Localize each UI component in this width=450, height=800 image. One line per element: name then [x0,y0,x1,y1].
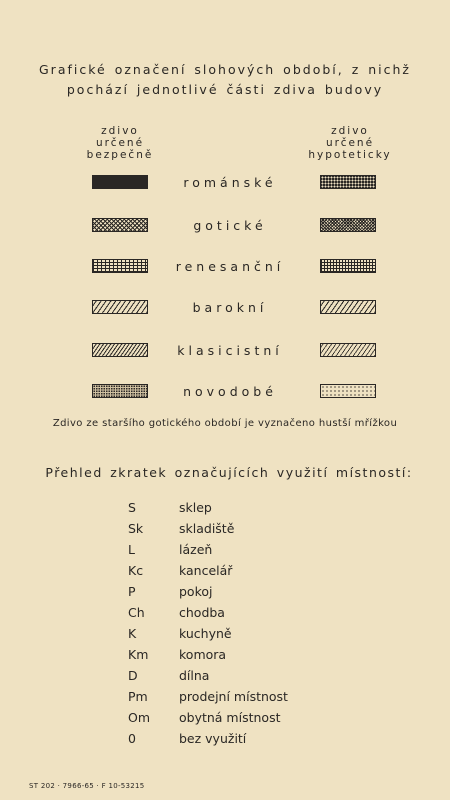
column-head-certain [75,125,165,161]
list-item [0,584,450,604]
swatch-gothic-certain [92,218,148,232]
list-item [0,500,450,520]
list-item [0,626,450,646]
abbreviation-code: K [128,626,137,641]
abbreviation-code: Om [128,710,151,725]
abbreviation-meaning: kancelář [179,563,233,578]
list-item [0,605,450,625]
abbreviations-title: Přehled zkratek označujících využití místností: [45,465,413,480]
abbreviation-meaning: bez využití [179,731,247,746]
column-head-certain-line: určené [95,137,145,149]
list-item [0,542,450,562]
abbreviation-code: Ch [128,605,145,620]
style-label-classicist: klasicistní [177,343,283,358]
abbreviation-meaning: chodba [179,605,225,620]
swatch-modern-certain [92,384,148,398]
style-label-baroque: barokní [192,300,268,315]
column-head-hypothetical-line: určené [325,137,375,149]
abbreviation-code: Kc [128,563,144,578]
abbreviation-meaning: prodejní místnost [179,689,288,704]
abbreviation-code: Pm [128,689,148,704]
legend-title-line2: pochází jednotlivé části zdiva budovy [66,82,384,97]
swatch-romanesque-hypothetical [320,175,376,189]
swatch-classicist-certain [92,343,148,357]
swatch-gothic-hypothetical [320,218,376,232]
column-head-hypothetical [300,125,400,161]
column-head-certain-line: bezpečně [86,149,154,161]
abbreviation-meaning: obytná místnost [179,710,281,725]
abbreviation-code: P [128,584,136,599]
legend-title-line1: Grafické označení slohových období, z nichž [39,62,411,77]
abbreviation-code: L [128,542,135,557]
list-item [0,521,450,541]
abbreviation-code: D [128,668,138,683]
abbreviation-code: Km [128,647,149,662]
abbreviation-meaning: pokoj [179,584,213,599]
swatch-romanesque-certain [92,175,148,189]
abbreviation-meaning: sklep [179,500,212,515]
abbreviation-meaning: kuchyně [179,626,232,641]
abbreviation-code: Sk [128,521,144,536]
list-item [0,689,450,709]
abbreviation-meaning: skladiště [179,521,235,536]
swatch-modern-hypothetical [320,384,376,398]
list-item [0,731,450,751]
legend-note: Zdivo ze staršího gotického období je vyznačeno hustší mřížkou [52,418,398,429]
style-label-romanesque: románské [183,175,277,190]
swatch-renaissance-hypothetical [320,259,376,273]
list-item [0,710,450,730]
style-label-renaissance: renesanční [175,259,285,274]
abbreviation-meaning: komora [179,647,227,662]
column-head-certain-line: zdivo [101,125,139,137]
abbreviation-code: S [128,500,136,515]
print-code-footer: ST 202 · 7966-65 · F 10-53215 [29,782,145,790]
swatch-baroque-hypothetical [320,300,376,314]
swatch-classicist-hypothetical [320,343,376,357]
style-label-modern: novodobé [183,384,277,399]
style-label-gothic: gotické [193,218,267,233]
swatch-baroque-certain [92,300,148,314]
list-item [0,647,450,667]
abbreviation-meaning: dílna [179,668,210,683]
column-head-hypothetical-line: zdivo [331,125,369,137]
column-head-hypothetical-line: hypoteticky [308,149,392,161]
swatch-renaissance-certain [92,259,148,273]
list-item [0,563,450,583]
abbreviation-code: 0 [128,731,136,746]
list-item [0,668,450,688]
abbreviation-meaning: lázeň [179,542,213,557]
